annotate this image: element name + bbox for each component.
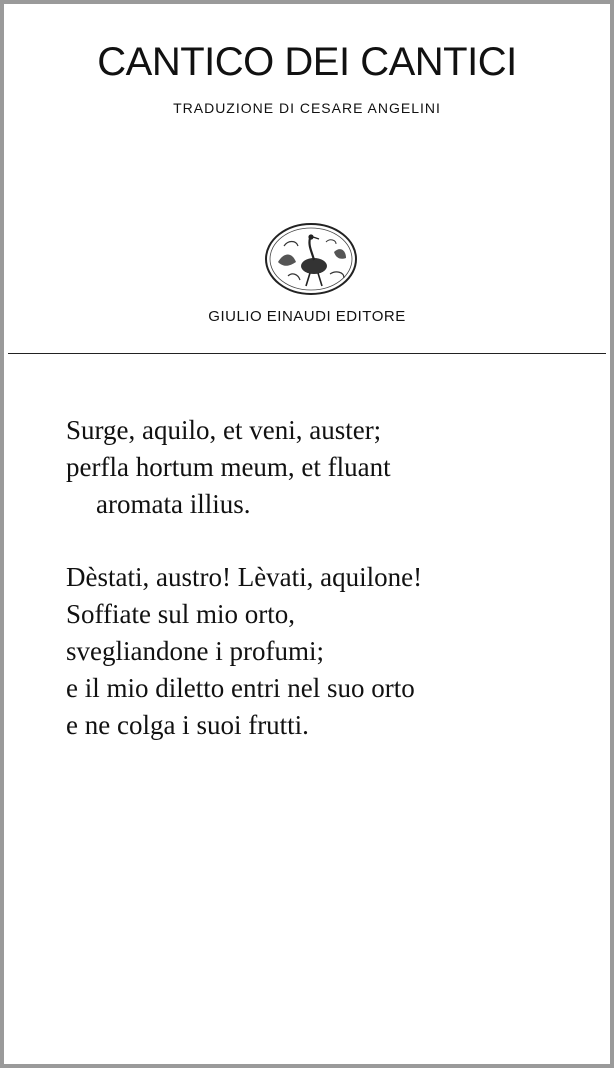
translator-subtitle: TRADUZIONE DI CESARE ANGELINI — [173, 100, 441, 116]
stanza-latin — [66, 412, 422, 523]
poem-line: e il mio diletto entri nel suo orto — [66, 673, 415, 703]
poem-line: Dèstati, austro! Lèvati, aquilone! — [66, 562, 423, 592]
poem-line: Surge, aquilo, et veni, auster; — [66, 415, 382, 445]
poem-line: aromata illius. — [96, 489, 251, 519]
stanza-italian — [66, 559, 422, 744]
book-title: CANTICO DEI CANTICI — [97, 40, 517, 84]
poem-text — [66, 412, 422, 780]
poem-line: svegliandone i profumi; — [66, 636, 324, 666]
poem-line: e ne colga i suoi frutti. — [66, 710, 309, 740]
divider — [8, 353, 606, 354]
poem-line: Soffiate sul mio orto, — [66, 599, 295, 629]
ostrich-emblem-icon — [264, 222, 358, 296]
poem-line: perfla hortum meum, et fluant — [66, 452, 391, 482]
publisher-name: GIULIO EINAUDI EDITORE — [208, 308, 406, 325]
